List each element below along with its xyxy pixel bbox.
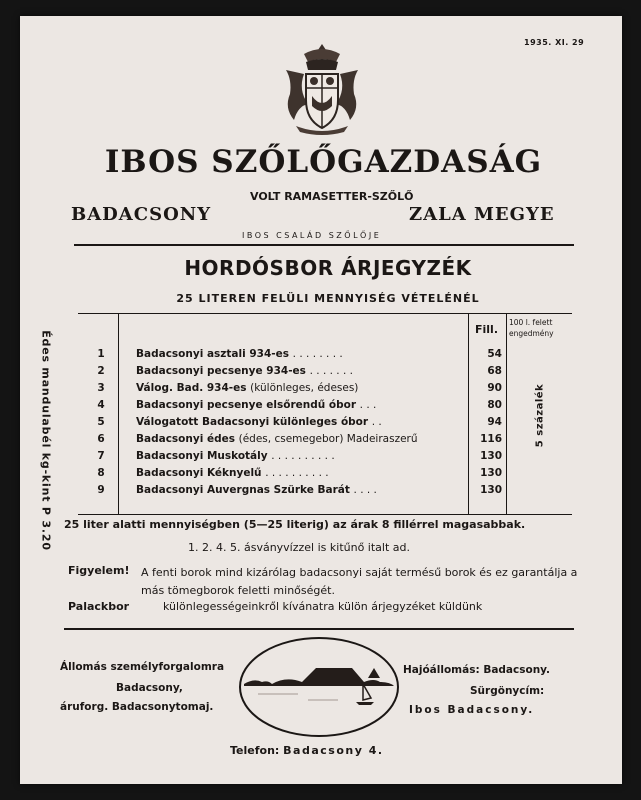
passenger-station-value: Badacsony, (116, 682, 183, 694)
wine-name (136, 348, 343, 360)
wine-name-text: Badacsonyi Muskotály (136, 450, 268, 462)
wine-name (136, 484, 377, 496)
wine-name-text: Válogatott Badacsonyi különleges óbor (136, 416, 369, 428)
wine-price: 80 (487, 399, 502, 411)
table-row (78, 382, 508, 399)
attention-text: A fenti borok mind kizárólag badacsonyi saját termésű borok és ez garantálja a más tömegborok feletti minőségét. (141, 566, 578, 597)
wine-note: (különleges, édeses) (250, 382, 359, 394)
table-row (78, 450, 508, 467)
leader-dots: . . . . . . . . (292, 348, 343, 360)
header-rule (74, 244, 574, 246)
almond-note: Édes mandulabél kg-kint P 3.20 (39, 330, 53, 551)
leader-dots: . . . . . . . . . . (271, 450, 335, 462)
table-row (78, 399, 508, 416)
badacsony-landscape-icon (238, 636, 400, 738)
table-top-rule (78, 313, 572, 314)
wine-price: 130 (480, 450, 502, 462)
leader-dots: . . . . . . . . . . (265, 467, 329, 479)
price-list-sheet (20, 16, 622, 784)
port-info: Hajóállomás: Badacsony. (403, 664, 551, 676)
leader-dots: . . . (359, 399, 377, 411)
location-town: BADACSONY (71, 204, 212, 225)
item-number: 3 (97, 382, 105, 394)
document-date: 1935. XI. 29 (524, 38, 585, 47)
table-row (78, 365, 508, 382)
footer-rule (64, 628, 574, 630)
price-list-title: HORDÓSBOR ÁRJEGYZÉK (184, 256, 472, 280)
wine-name-text: Badacsonyi pecsenye elsőrendű óbor (136, 399, 357, 411)
attention-label: Figyelem! (68, 564, 130, 577)
telegram-label: Sürgönycím: (470, 685, 545, 697)
discount-value: 5 százalék (534, 383, 546, 448)
table-bottom-rule (78, 514, 572, 515)
wine-price: 130 (480, 484, 502, 496)
wine-name (136, 416, 382, 428)
table-row (78, 348, 508, 365)
table-row (78, 484, 508, 501)
item-number: 5 (97, 416, 105, 428)
phone-label: Telefon: (230, 744, 280, 757)
item-number: 2 (97, 365, 105, 377)
price-list-subtitle: 25 LITEREN FELÜLI MENNYISÉG VÉTELÉNÉL (176, 292, 480, 305)
leader-dots: . . . . . . . (309, 365, 353, 377)
table-row (78, 433, 508, 450)
item-number: 6 (97, 433, 105, 445)
telegram-address: Ibos Badacsony. (409, 704, 535, 716)
item-number: 1 (97, 348, 105, 360)
price-column-header: Fill. (475, 323, 499, 336)
wine-price: 116 (480, 433, 502, 445)
wine-list (78, 348, 508, 501)
wine-name (136, 433, 418, 445)
leader-dots: . . (371, 416, 382, 428)
item-number: 9 (97, 484, 105, 496)
freight-station: áruforg. Badacsonytomaj. (60, 701, 214, 713)
wine-price: 54 (487, 348, 502, 360)
wine-name-text: Badacsonyi Auvergnas Szürke Barát (136, 484, 350, 496)
passenger-station-label: Állomás személyforgalomra (60, 661, 225, 673)
wine-name (136, 365, 353, 377)
phone-line (230, 744, 384, 757)
table-row (78, 467, 508, 484)
leader-dots: . . . . (353, 484, 377, 496)
small-quantity-note: 25 liter alatti mennyiségben (5—25 literig) az árak 8 fillérrel magasabbak. (64, 518, 526, 531)
bottled-text: különlegességeinkről kívánatra külön árjegyzéket küldünk (163, 600, 483, 613)
location-county: ZALA MEGYE (409, 204, 555, 225)
former-name: VOLT RAMASETTER-SZŐLŐ (250, 190, 414, 203)
wine-name (136, 450, 335, 462)
wine-name-text: Badacsonyi asztali 934-es (136, 348, 290, 360)
wine-name-text: Válog. Bad. 934-es (136, 382, 247, 394)
wine-name-text: Badacsonyi Kéknyelű (136, 467, 262, 479)
wine-name (136, 382, 358, 394)
coat-of-arms-icon (276, 40, 368, 138)
table-row (78, 416, 508, 433)
wine-name (136, 467, 329, 479)
wine-note: (édes, csemegebor) Madeiraszerű (238, 433, 418, 445)
bottled-label: Palackbor (68, 600, 130, 613)
company-title: IBOS SZŐLŐGAZDASÁG (104, 144, 543, 180)
item-number: 7 (97, 450, 105, 462)
item-number: 4 (97, 399, 105, 411)
wine-name (136, 399, 376, 411)
wine-price: 94 (487, 416, 502, 428)
phone-number: Badacsony 4. (283, 744, 384, 757)
wine-price: 130 (480, 467, 502, 479)
item-number: 8 (97, 467, 105, 479)
wine-name-text: Badacsonyi édes (136, 433, 235, 445)
wine-name-text: Badacsonyi pecsenye 934-es (136, 365, 306, 377)
wine-price: 68 (487, 365, 502, 377)
wine-price: 90 (487, 382, 502, 394)
mineral-water-note: 1. 2. 4. 5. ásványvízzel is kitűnő italt ad. (188, 541, 410, 554)
family-line: IBOS CSALÁD SZŐLŐJE (242, 231, 382, 240)
discount-column-header: 100 l. felett engedmény (509, 318, 554, 338)
